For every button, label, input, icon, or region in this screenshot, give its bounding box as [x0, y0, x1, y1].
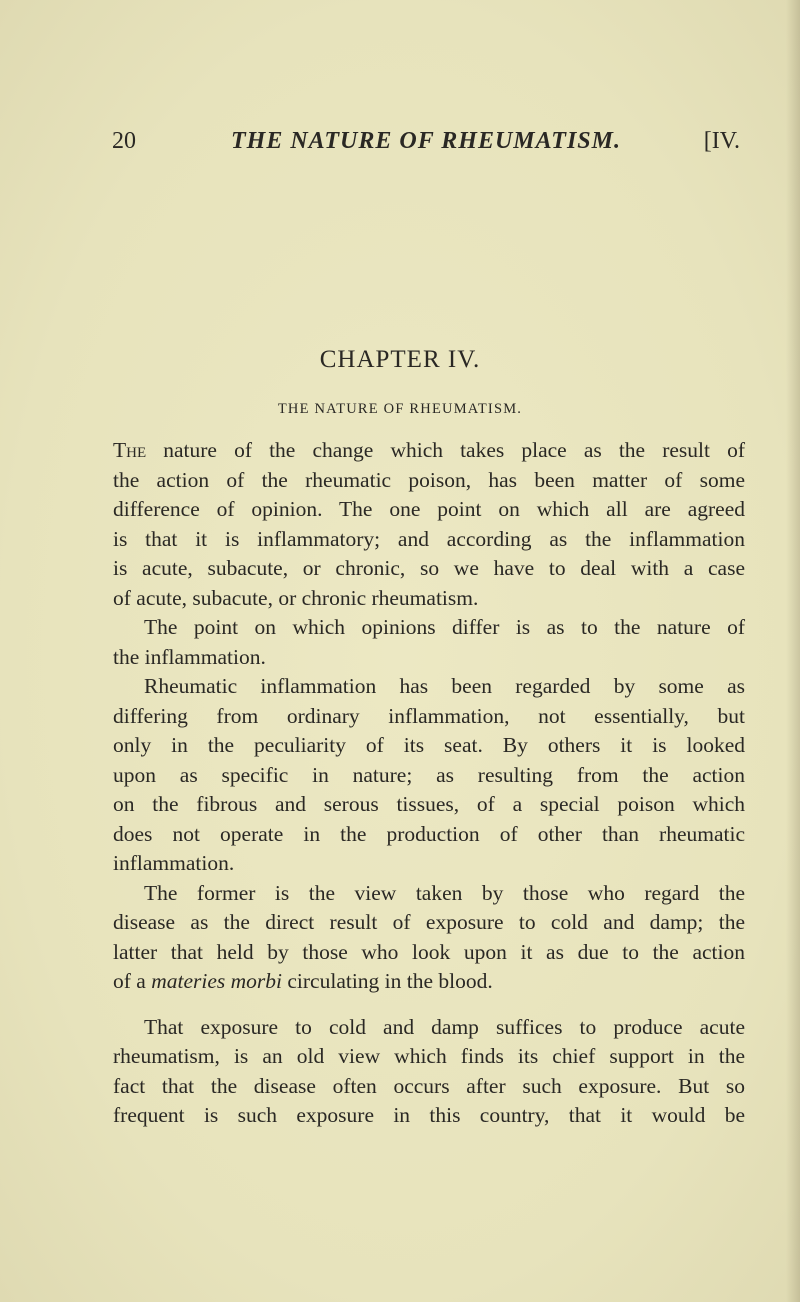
paragraph-1 — [113, 436, 745, 613]
text-line: differing from ordinary inflammation, not essentially, but — [113, 703, 745, 728]
paragraph-3 — [113, 672, 745, 879]
page-edge-shadow — [786, 0, 800, 1302]
paragraph-2 — [113, 613, 745, 672]
text-line: only in the peculiarity of its seat. By others it is looked — [113, 733, 745, 757]
running-head-title: THE NATURE OF RHEUMATISM. — [231, 128, 621, 154]
text-line: Rheumatic inflammation has been regarded by some as — [144, 674, 745, 698]
text-line: fact that the disease often occurs after such exposure. But so — [113, 1073, 745, 1098]
section-gap — [113, 997, 745, 1013]
text-line: disease as the direct result of exposure to cold and damp; the — [113, 910, 745, 934]
text-line: upon as specific in nature; as resulting from the action — [113, 762, 745, 787]
line-rest: nature of the change which takes place as the result of — [146, 438, 745, 462]
text-line: of acute, subacute, or chronic rheumatism. — [113, 585, 479, 610]
text-line: is acute, subacute, or chronic, so we have to deal with a case — [113, 556, 745, 580]
running-head-section: [IV. — [703, 128, 740, 154]
chapter-subtitle: THE NATURE OF RHEUMATISM. — [277, 401, 523, 417]
text-line: the action of the rheumatic poison, has been matter of some — [113, 467, 745, 492]
text-line: is that it is inflammatory; and according as the inflammation — [113, 526, 745, 551]
text-line: on the fibrous and serous tissues, of a special poison which — [113, 792, 745, 816]
text-line: does not operate in the production of other than rheumatic — [113, 821, 745, 846]
text-line: frequent is such exposure in this country, that it would be — [113, 1103, 745, 1127]
paragraph-5 — [113, 1013, 745, 1131]
page-number: 20 — [112, 128, 136, 154]
first-word: The — [113, 438, 147, 462]
text-line: latter that held by those who look upon it as due to the action — [113, 939, 745, 964]
text-line — [113, 967, 745, 997]
text-line: inflammation. — [113, 851, 235, 875]
text-line: That exposure to cold and damp suffices to produce acute — [144, 1014, 745, 1039]
line-suffix: circulating in the blood. — [282, 969, 493, 993]
text-line: difference of opinion. The one point on which all are agreed — [113, 497, 745, 521]
text-line: the inflammation. — [113, 644, 266, 669]
running-head — [112, 128, 740, 162]
line-prefix: of a — [113, 969, 152, 993]
latin-term: materies morbi — [151, 969, 282, 993]
chapter-title: CHAPTER IV. — [319, 346, 481, 373]
text-line: rheumatism, is an old view which finds its chief support in the — [113, 1044, 745, 1068]
text-line: The point on which opinions differ is as to the nature of — [144, 615, 745, 639]
text-line — [113, 436, 745, 466]
body-text — [113, 436, 745, 1131]
paragraph-4 — [113, 879, 745, 997]
text-line: The former is the view taken by those who regard the — [144, 880, 745, 905]
